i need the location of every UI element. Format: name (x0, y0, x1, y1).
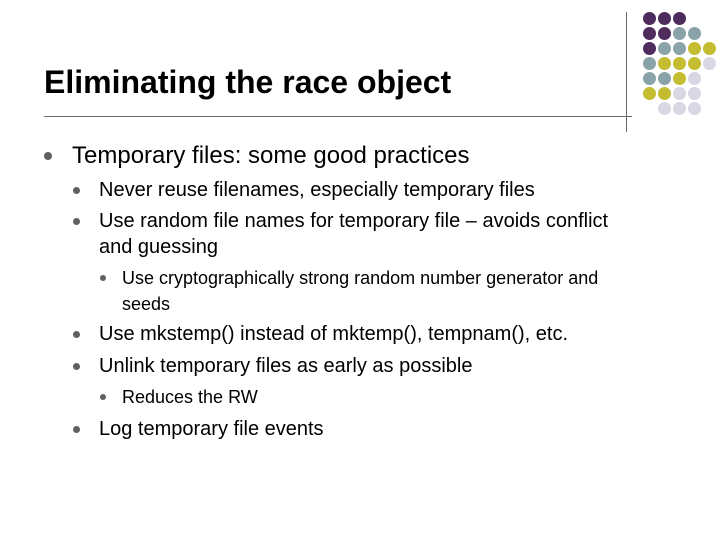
decorative-vertical-line (626, 12, 627, 132)
decorative-dot (643, 57, 656, 70)
decorative-dot (688, 102, 701, 115)
decorative-dot (643, 72, 656, 85)
decorative-dot (658, 72, 671, 85)
decorative-dot (658, 42, 671, 55)
bullet-marker-icon (100, 394, 106, 400)
bullet-marker-icon (73, 187, 80, 194)
decorative-dot (703, 42, 716, 55)
slide-title: Eliminating the race object (44, 64, 452, 100)
decorative-dot (658, 27, 671, 40)
decorative-dot (688, 42, 701, 55)
title-underline (44, 116, 632, 117)
bullet-marker-icon (73, 331, 80, 338)
decorative-dot (658, 12, 671, 25)
bullet-marker-icon (73, 363, 80, 370)
decorative-dot (673, 42, 686, 55)
decorative-dot (643, 12, 656, 25)
bullet-text-continuation: seeds (122, 294, 171, 314)
decorative-dot (688, 72, 701, 85)
decorative-dot (643, 27, 656, 40)
decorative-dot (688, 57, 701, 70)
decorative-dot (643, 42, 656, 55)
decorative-dot (673, 72, 686, 85)
decorative-dot (688, 27, 701, 40)
bullet-text: Use cryptographically strong random number generator and (122, 268, 599, 288)
bullet-marker-icon (100, 275, 106, 281)
decorative-dot (673, 57, 686, 70)
bullet-text-continuation: and guessing (99, 236, 218, 258)
bullet-text: Never reuse filenames, especially temporary files (99, 179, 535, 201)
decorative-dot (658, 102, 671, 115)
bullet-marker-icon (73, 426, 80, 433)
decorative-dot (643, 87, 656, 100)
bullet-marker-icon (73, 218, 80, 225)
decorative-dot (673, 87, 686, 100)
decorative-dot (673, 27, 686, 40)
bullet-text: Reduces the RW (122, 387, 258, 407)
decorative-dot (673, 102, 686, 115)
bullet-text: Use random file names for temporary file – avoids conflict (99, 210, 609, 232)
bullet-marker-icon (44, 152, 52, 160)
bullet-text: Use mkstemp() instead of mktemp(), tempnam(), etc. (99, 323, 569, 345)
decorative-dot (673, 12, 686, 25)
decorative-dot (658, 57, 671, 70)
bullet-text: Unlink temporary files as early as possible (99, 355, 473, 377)
decorative-dot (688, 87, 701, 100)
bullet-text: Log temporary file events (99, 418, 324, 440)
decorative-dot (658, 87, 671, 100)
decorative-dot (703, 57, 716, 70)
bullet-text: Temporary files: some good practices (72, 142, 470, 169)
